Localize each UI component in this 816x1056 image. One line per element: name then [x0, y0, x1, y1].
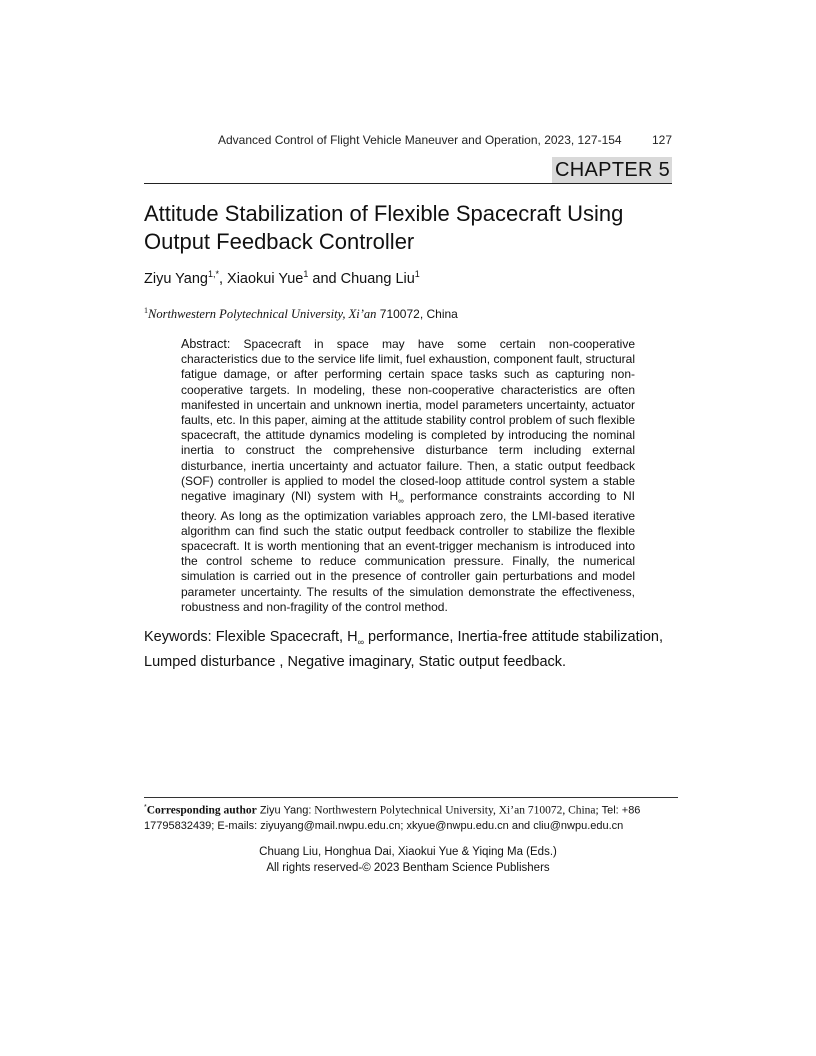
h-infinity-subscript: ∞ [398, 496, 404, 506]
author-affiliation-marker: 1,* [207, 269, 219, 279]
affiliation-location: 710072, China [376, 307, 458, 321]
keywords [144, 627, 674, 672]
h-infinity-subscript: ∞ [357, 636, 364, 647]
page-number: 127 [651, 133, 672, 147]
abstract-text-part2: performance constraints according to NI theory. As long as the optimization variables approach zero, the LMI-based iterative algorithm can find such the static output feedback controller to stabilize the flexible spacecraft. It is worth mentioning that an event-trigger mechanism is introduced into the control scheme to reduce communication pressure. Finally, the numerical simulation is carried out in the presence of controller gain perturbations and model parameter uncertainty. The results of the simulation demonstrate the effectiveness, robustness and non-fragility of the control method. [181, 489, 635, 614]
paper-title: Attitude Stabilization of Flexible Spacecraft Using Output Feedback Controller [144, 201, 624, 254]
author-separator: and [308, 270, 341, 287]
author-list [144, 269, 672, 287]
affiliation-marker: 1 [144, 306, 148, 315]
abstract-text-part1: Spacecraft in space may have some certain non-cooperative characteristics due to the service life limit, fuel exhaustion, component fault, structural fatigue damage, or after performing certain space tasks such as capturing non-cooperative targets. In modeling, these non-cooperative characteristics are often manifested in uncertain and unknown inertia, model parameters uncertainty, actuator faults, etc. In this paper, aiming at the attitude stability control problem of such flexible spacecraft, the attitude dynamics modeling is completed by introducing the nominal inertia to construct the comprehensive disturbance term including external disturbance, inertia uncertainty and actuator failure. Then, a static output feedback (SOF) controller is applied to model the closed-loop attitude control system a stable negative imaginary (NI) system with H [181, 337, 635, 504]
affiliation [144, 306, 672, 322]
affiliation-institution: Northwestern Polytechnical University, Xi’an [148, 307, 377, 321]
author-name: Ziyu Yang [144, 270, 208, 287]
abstract [181, 337, 635, 615]
journal-citation: Advanced Control of Flight Vehicle Maneuver and Operation, 2023, 127-154 [218, 133, 622, 147]
author-separator: , [218, 270, 228, 287]
corresponding-author-footnote [144, 800, 678, 834]
footnote-marker: * [144, 804, 147, 811]
author-affiliation-marker: 1 [303, 269, 309, 279]
header-rule [144, 183, 672, 184]
footnote-rule [144, 797, 678, 798]
footnote-author-name: Ziyu Yang: [259, 804, 312, 817]
keywords-label: Keywords: [144, 629, 212, 645]
author-name: Chuang Liu [340, 270, 415, 287]
editors-line: Chuang Liu, Honghua Dai, Xiaokui Yue & Yiqing Ma (Eds.) [259, 846, 557, 858]
footnote-contact: Tel: +86 17795832439; E-mails: ziyuyang@mail.nwpu.edu.cn; xkyue@nwpu.edu.cn and cliu@nwpu.edu.cn [144, 804, 641, 832]
chapter-label: CHAPTER 5 [552, 157, 672, 183]
keywords-text-part1: Flexible Spacecraft, H [211, 629, 358, 645]
author-name: Xiaokui Yue [227, 270, 304, 287]
author-affiliation-marker: 1 [414, 269, 420, 279]
editors-block [144, 844, 672, 876]
abstract-label: Abstract: [181, 337, 231, 351]
keywords-text-part2: performance, Inertia-free attitude stabilization, Lumped disturbance , Negative imaginary, Static output feedback. [144, 629, 664, 670]
footnote-address: Northwestern Polytechnical University, Xi’an 710072, China; [311, 804, 599, 817]
footnote-label: Corresponding author [146, 804, 257, 817]
copyright-line: All rights reserved-© 2023 Bentham Science Publishers [266, 862, 550, 874]
